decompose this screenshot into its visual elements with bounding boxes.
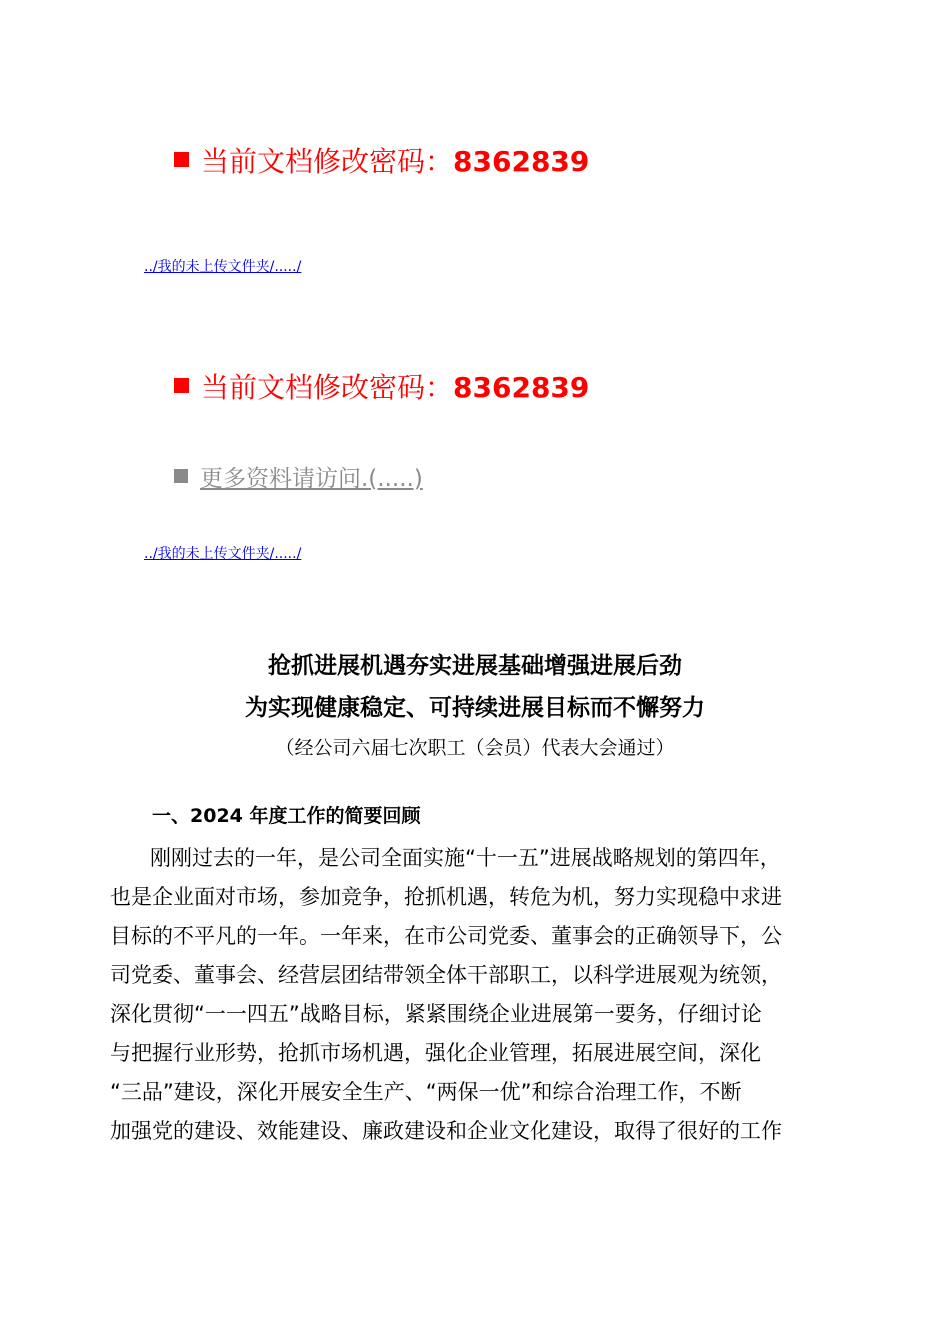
- folder-link-2[interactable]: ../我的未上传文件夹/...../: [144, 546, 302, 562]
- doc-title-line-2: 为实现健康稳定、可持续进展目标而不懈努力: [245, 695, 705, 721]
- paragraph-line: 深化贯彻“一一四五”战略目标，紧紧围绕企业进展第一要务，仔细讨论: [110, 1002, 762, 1026]
- square-bullet-icon: [174, 378, 189, 393]
- square-bullet-icon: [174, 469, 188, 483]
- password-notice-1: [174, 142, 589, 182]
- password-code: 8362839: [453, 371, 590, 404]
- doc-title-line-1: 抢抓进展机遇夯实进展基础增强进展后劲: [268, 653, 682, 679]
- paragraph-line: “三品”建设，深化开展安全生产、“两保一优”和综合治理工作，不断: [110, 1080, 742, 1104]
- folder-link-1[interactable]: ../我的未上传文件夹/...../: [144, 259, 302, 275]
- password-label: 当前文档修改密码：: [201, 145, 454, 178]
- paragraph-line: 目标的不平凡的一年。一年来，在市公司党委、董事会的正确领导下，公: [110, 924, 782, 948]
- password-notice-2: [174, 368, 589, 408]
- paragraph-line: 也是企业面对市场，参加竞争，抢抓机遇，转危为机，努力实现稳中求进: [110, 885, 782, 909]
- paragraph-line: 加强党的建设、效能建设、廉政建设和企业文化建设，取得了很好的工作: [110, 1119, 782, 1143]
- doc-subtitle: （经公司六届七次职工（会员）代表大会通过）: [275, 737, 675, 759]
- password-code: 8362839: [453, 145, 590, 178]
- password-label: 当前文档修改密码：: [201, 371, 454, 404]
- square-bullet-icon: [174, 152, 189, 167]
- paragraph-line: 司党委、董事会、经营层团结带领全体干部职工，以科学进展观为统领，: [110, 963, 782, 987]
- more-info-notice: [174, 461, 423, 497]
- paragraph-line: 刚刚过去的一年，是公司全面实施“十一五”进展战略规划的第四年，: [150, 846, 781, 870]
- body-paragraph: [110, 839, 850, 1151]
- section-heading: 一、2024 年度工作的简要回顾: [152, 805, 421, 827]
- paragraph-line: 与把握行业形势，抢抓市场机遇，强化企业管理，拓展进展空间，深化: [110, 1041, 761, 1065]
- more-info-link[interactable]: 更多资料请访问.(.....): [200, 466, 423, 492]
